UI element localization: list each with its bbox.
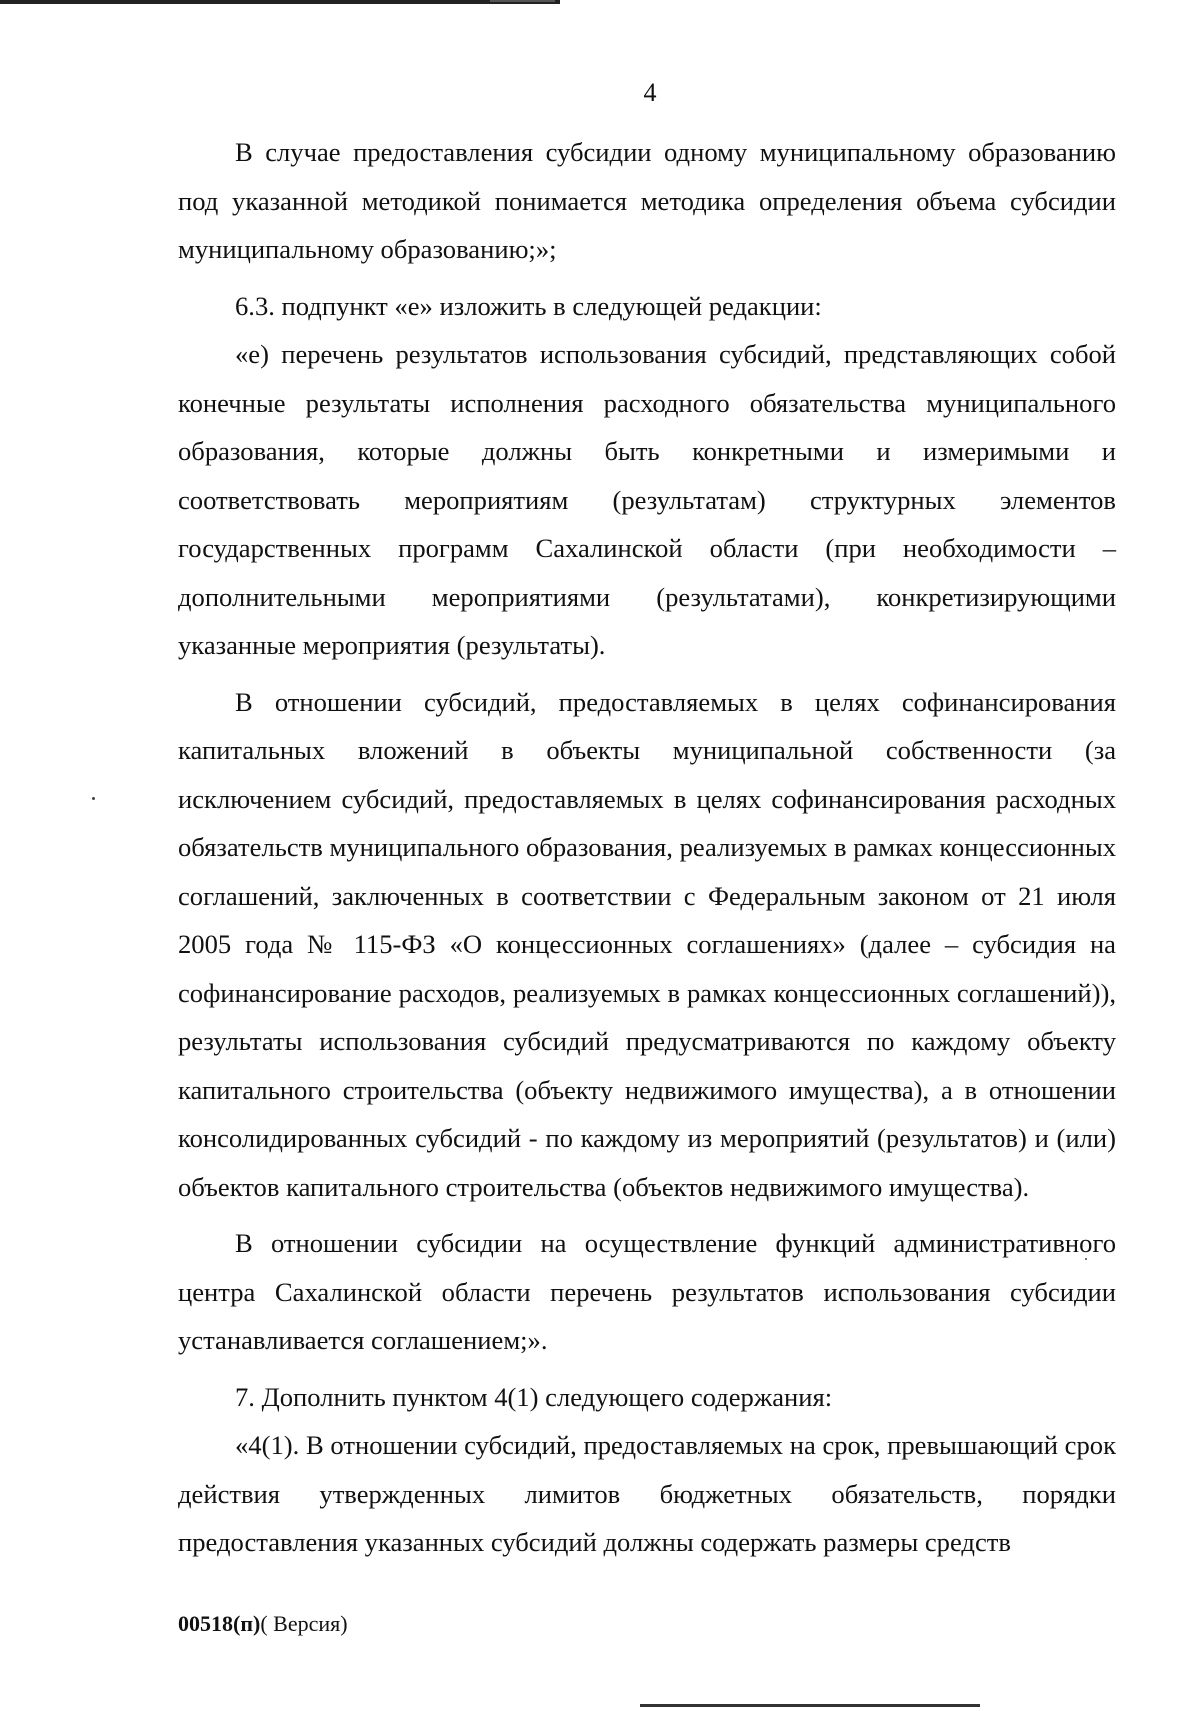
document-code: 00518(п) (178, 1611, 261, 1636)
page-number: 4 (643, 78, 657, 107)
paragraph: 6.3. подпункт «е» изложить в следующей редакции: (235, 290, 822, 321)
document-footer (178, 1611, 348, 1637)
paragraph: В отношении субсидий, предоставляемых в целях софинансирования капитальных вложений в объекты муниципальной собственности (за исключением субсидий, предоставляемых в целях софинансирования расходных обязательств муниципального образования, реализуемых в рамках концессионных соглашений, заключенных в соответствии с Федеральным законом от 21 июля 2005 года № 115-ФЗ «О концессионных соглашениях» (далее – субсидия на софинансирование расходов, реализуемых в рамках концессионных соглашений)), результаты использования субсидий предусматриваются по каждому объекту капитального строительства (объекту недвижимого имущества), а в отношении консолидированных субсидий - по каждому из мероприятий (результатов) и (или) объектов капитального строительства (объектов недвижимого имущества). (178, 686, 1116, 1202)
paragraph: В случае предоставления субсидии одному муниципальному образованию под указанной методикой понимается методика определения объема субсидии муниципальному образованию;»; (178, 137, 1116, 264)
scan-edge-bottom (640, 1704, 980, 1707)
paragraph: «е) перечень результатов использования субсидий, представляющих собой конечные результаты исполнения расходного обязательства муниципального образования, которые должны быть конкретными и измеримыми и соответствовать мероприятиям (результатам) структурных элементов государственных программ Сахалинской области (при необходимости – дополнительными мероприятиями (результатами), конкретизирующими указанные мероприятия (результаты). (178, 339, 1116, 660)
document-version: ( Версия) (260, 1611, 348, 1636)
document-body (178, 128, 1116, 1567)
scan-edge-top (0, 0, 560, 4)
scan-speck (92, 797, 95, 800)
scan-edge-top-fragment (490, 0, 555, 2)
paragraph: В отношении субсидии на осуществление функций административного центра Сахалинской области перечень результатов использования субсидии устанавливается соглашением;». (178, 1228, 1116, 1355)
paragraph: 7. Дополнить пунктом 4(1) следующего содержания: (235, 1381, 833, 1412)
paragraph: «4(1). В отношении субсидий, предоставляемых на срок, превышающий срок действия утвержденных лимитов бюджетных обязательств, порядки предоставления указанных субсидий должны содержать размеры средств (178, 1430, 1116, 1557)
